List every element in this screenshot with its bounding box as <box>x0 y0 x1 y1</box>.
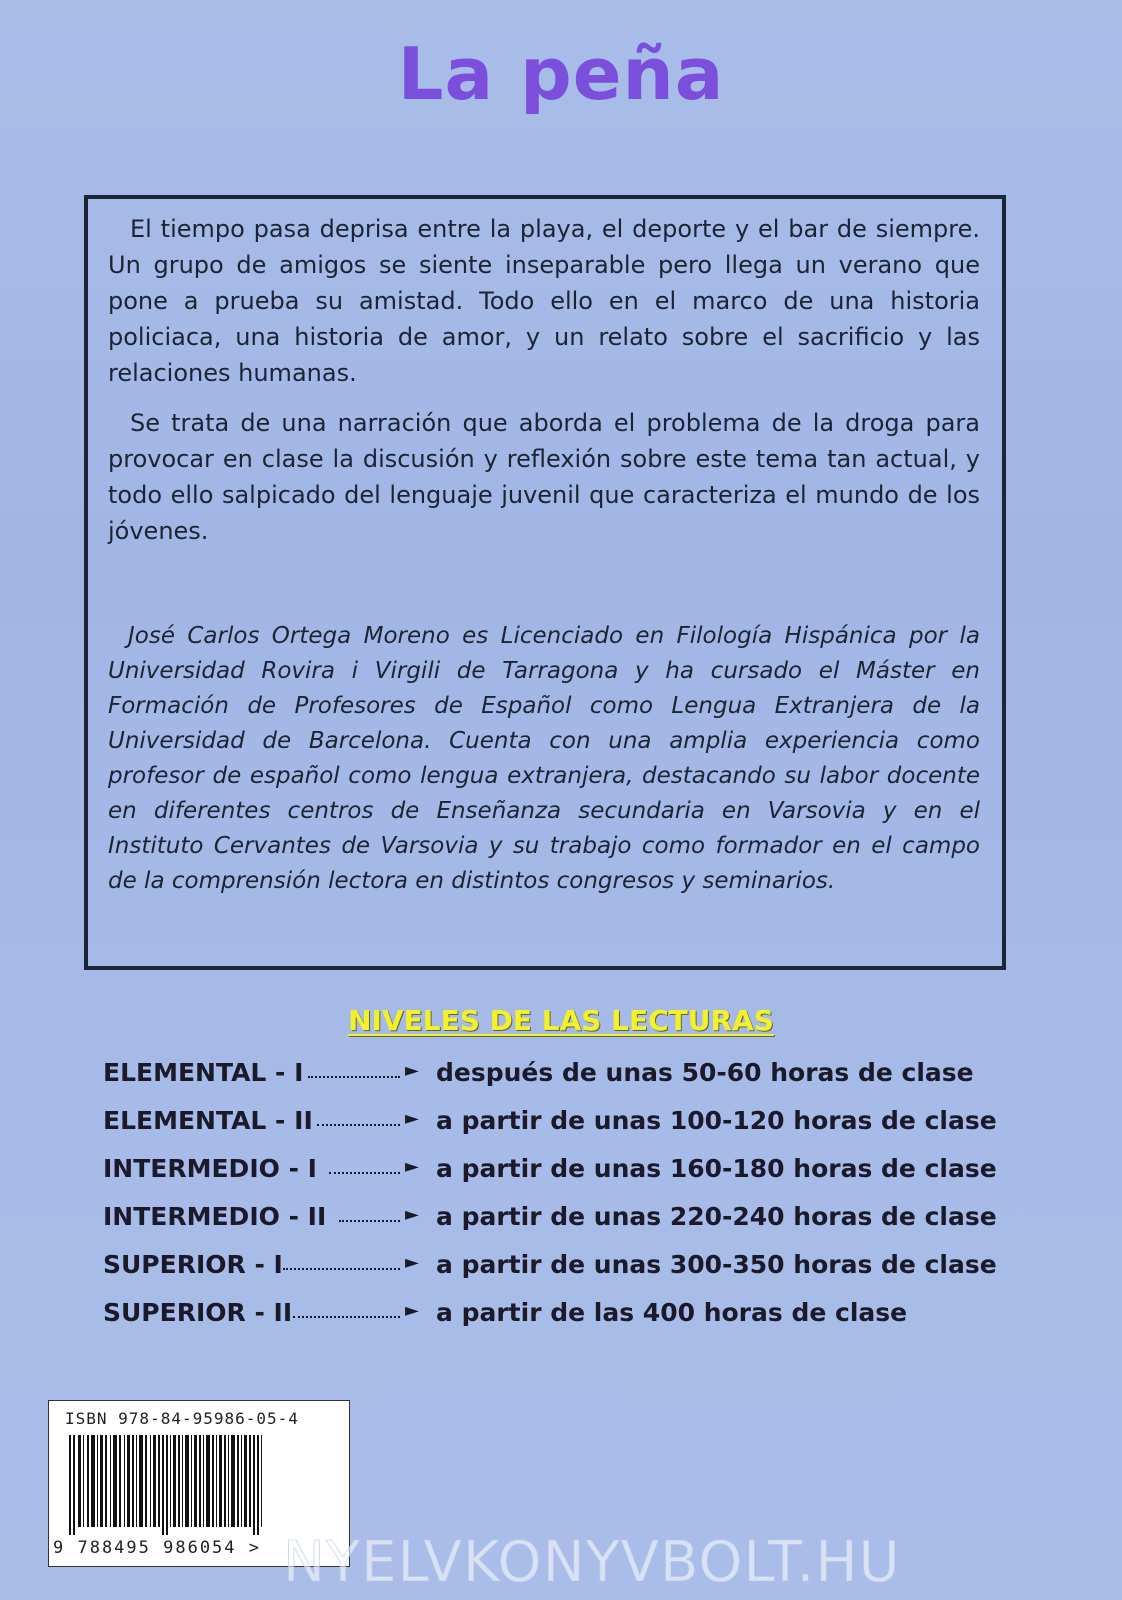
leader-dots <box>308 1072 400 1078</box>
level-description: a partir de unas 300-350 horas de clase <box>436 1250 997 1279</box>
level-description: después de unas 50-60 horas de clase <box>436 1058 974 1087</box>
level-description: a partir de unas 160-180 horas de clase <box>436 1154 997 1183</box>
arrow-right-icon: ► <box>405 1156 419 1177</box>
isbn-label: ISBN 978-84-95986-05-4 <box>65 1409 299 1428</box>
level-description: a partir de unas 220-240 horas de clase <box>436 1202 997 1231</box>
arrow-right-icon: ► <box>405 1252 419 1273</box>
level-description: a partir de las 400 horas de clase <box>436 1298 908 1327</box>
level-row <box>103 1058 1003 1106</box>
barcode-icon <box>69 1435 269 1535</box>
levels-list <box>103 1058 1003 1346</box>
watermark: NYELVKONYVBOLT.HU <box>283 1530 901 1595</box>
level-name: SUPERIOR - II <box>103 1298 293 1327</box>
level-row <box>103 1298 1003 1346</box>
level-row <box>103 1202 1003 1250</box>
summary-paragraph-1: El tiempo pasa deprisa entre la playa, el deporte y el bar de siempre. Un grupo de amigos se siente inseparable pero llega un verano que pone a prueba su amistad. Todo ello en el marco de una historia policiaca, una historia de amor, y un relato sobre el sacrificio y las relaciones humanas. <box>108 215 980 387</box>
levels-heading: NIVELES DE LAS LECTURAS <box>348 1004 774 1037</box>
leader-dots <box>329 1168 400 1174</box>
level-row <box>103 1250 1003 1298</box>
level-row <box>103 1106 1003 1154</box>
barcode-digits: 9 788495 986054 > <box>53 1538 261 1558</box>
book-title: La peña <box>397 32 725 116</box>
arrow-right-icon: ► <box>405 1204 419 1225</box>
level-row <box>103 1154 1003 1202</box>
level-name: ELEMENTAL - I <box>103 1058 304 1087</box>
level-name: ELEMENTAL - II <box>103 1106 313 1135</box>
level-name: SUPERIOR - I <box>103 1250 283 1279</box>
arrow-right-icon: ► <box>405 1108 419 1129</box>
leader-dots <box>283 1264 400 1270</box>
summary-paragraph-2: Se trata de una narración que aborda el problema de la droga para provocar en clase la discusión y reflexión sobre este tema tan actual, y todo ello salpicado del lenguaje juvenil que caracteriza el mundo de los jóvenes. <box>108 409 980 545</box>
level-description: a partir de unas 100-120 horas de clase <box>436 1106 997 1135</box>
leader-dots <box>317 1120 400 1126</box>
arrow-right-icon: ► <box>405 1060 419 1081</box>
author-bio: José Carlos Ortega Moreno es Licenciado en Filología Hispánica por la Universidad Rovira i Virgili de Tarragona y ha cursado el Máster en Formación de Profesores de Español como Lengua Extranjera de la Universidad de Barcelona. Cuenta con una amplia experiencia como profesor de español como lengua extranjera, destacando su labor docente en diferentes centros de Enseñanza secundaria en Varsovia y en el Instituto Cervantes de Varsovia y su trabajo como formador en el campo de la comprensión lectora en distintos congresos y seminarios. <box>108 623 980 894</box>
level-name: INTERMEDIO - II <box>103 1202 327 1231</box>
arrow-right-icon: ► <box>405 1300 419 1321</box>
level-name: INTERMEDIO - I <box>103 1154 317 1183</box>
leader-dots <box>339 1216 400 1222</box>
description-box <box>84 195 1006 970</box>
leader-dots <box>293 1312 400 1318</box>
